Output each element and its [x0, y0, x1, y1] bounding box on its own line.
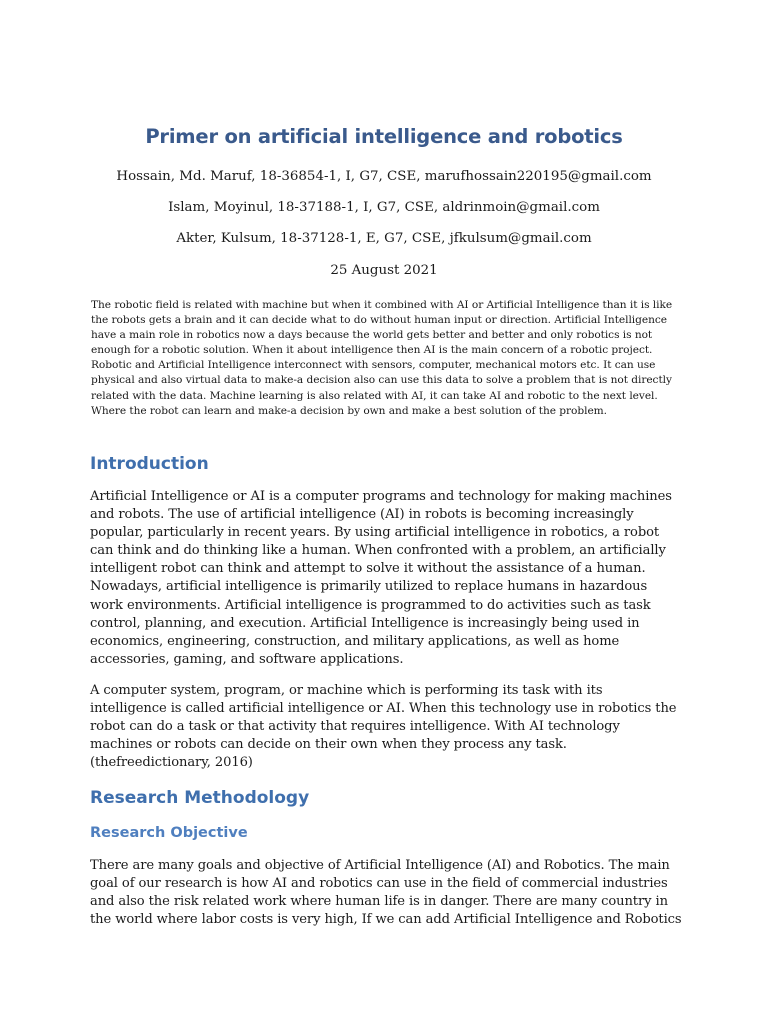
author-line-2: Islam, Moyinul, 18-37188-1, I, G7, CSE, aldrinmoin@gmail.com: [168, 200, 600, 215]
section-heading-introduction: Introduction: [90, 454, 209, 474]
document-date: 25 August 2021: [330, 263, 438, 278]
author-line-1: Hossain, Md. Maruf, 18-36854-1, I, G7, CSE, marufhossain220195@gmail.com: [116, 169, 652, 184]
introduction-paragraph-2: A computer system, program, or machine which is performing its task with its intelligence is called artificial intelligence or AI. When this technology use in robotics the robot can do a task or that activity that requires intelligence. With AI technology machines or robots can decide on their own when they process any task. (thefreedictionary, 2016): [90, 683, 677, 771]
subsection-heading-research-objective: Research Objective: [90, 825, 248, 841]
abstract-paragraph: The robotic field is related with machine but when it combined with AI or Artificial Intelligence than it is like the robots gets a brain and it can decide what to do without human input or direction. Artificial Intelligence have a main role in robotics now a days because the world gets better and better and only robotics is not enough for a robotic solution. When it about intelligence then AI is the main concern of a robotic project. Robotic and Artificial Intelligence interconnect with sensors, computer, mechanical motors etc. It can use physical and also virtual data to make-a decision also can use this data to solve a problem that is not directly related with the data. Machine learning is also related with AI, it can take AI and robotic to the next level. Where the robot can learn and make-a decision by own and make a best solution of the problem.: [91, 299, 673, 417]
research-objective-paragraph: There are many goals and objective of Artificial Intelligence (AI) and Robotics. The main goal of our research is how AI and robotics can use in the field of commercial industries and also the risk related work where human life is in danger. There are many country in the world where labor costs is very high, If we can add Artificial Intelligence and Robotics: [90, 858, 682, 928]
author-line-3: Akter, Kulsum, 18-37128-1, E, G7, CSE, jfkulsum@gmail.com: [176, 231, 592, 246]
section-heading-research-methodology: Research Methodology: [90, 788, 310, 808]
document-title: Primer on artificial intelligence and robotics: [145, 125, 623, 148]
introduction-paragraph-1: Artificial Intelligence or AI is a computer programs and technology for making machines and robots. The use of artificial intelligence (AI) in robots is becoming increasingly popular, particularly in recent years. By using artificial intelligence in robotics, a robot can think and do thinking like a human. When confronted with a problem, an artificially intelligent robot can think and attempt to solve it without the assistance of a human. Nowadays, artificial intelligence is primarily utilized to replace humans in hazardous work environments. Artificial intelligence is programmed to do activities such as task control, planning, and execution. Artificial Intelligence is increasingly being used in economics, engineering, construction, and military applications, as well as home accessories, gaming, and software applications.: [90, 489, 672, 667]
